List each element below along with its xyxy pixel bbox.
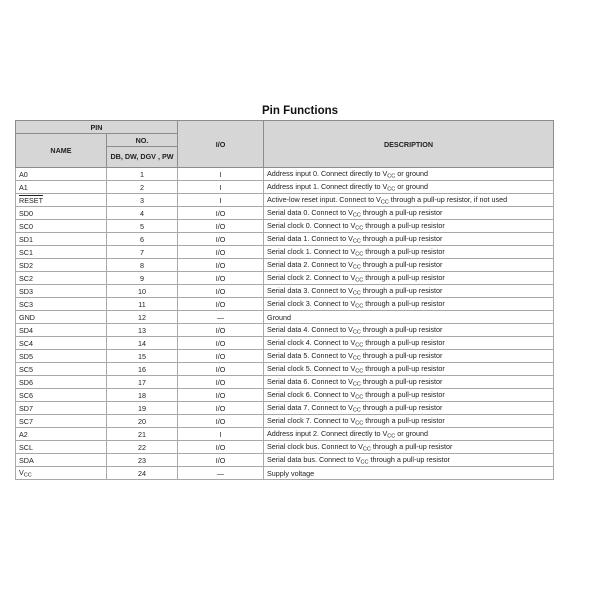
- pin-number-cell: 14: [107, 337, 178, 350]
- vcc-subscript: CC: [352, 290, 361, 297]
- pin-io-cell: I/O: [178, 337, 264, 350]
- pin-io-cell: —: [178, 311, 264, 324]
- table-row: [16, 259, 554, 272]
- description-text-tail: through a pull-up resistor: [363, 246, 445, 256]
- pin-name: SC6: [19, 390, 33, 400]
- vcc-subscript: CC: [355, 251, 364, 258]
- pin-number-cell: 15: [107, 350, 178, 363]
- pin-io-cell: I/O: [178, 402, 264, 415]
- table-row: [16, 454, 554, 467]
- description-text: Serial clock 1. Connect to V: [267, 246, 356, 256]
- description-text: Serial data bus. Connect to V: [267, 454, 361, 464]
- table-row: [16, 467, 554, 480]
- pin-name-cell: [16, 298, 107, 311]
- description-text: Active-low reset input. Connect to V: [267, 194, 381, 204]
- pin-description-cell: [264, 259, 554, 272]
- pin-name: SC3: [19, 299, 33, 309]
- vcc-subscript: CC: [355, 368, 364, 375]
- description-text-tail: through a pull-up resistor: [360, 233, 443, 243]
- pin-name: GND: [19, 312, 35, 322]
- pin-name: SC7: [19, 416, 33, 426]
- vcc-subscript: CC: [352, 212, 361, 219]
- description-text: Ground: [267, 312, 291, 322]
- description-text-tail: through a pull-up resistor: [363, 363, 445, 373]
- pin-description-cell: [264, 168, 554, 181]
- description-text-tail: through a pull-up resistor: [363, 220, 445, 230]
- pin-name-cell: [16, 194, 107, 207]
- table-row: [16, 233, 554, 246]
- pin-number-cell: 6: [107, 233, 178, 246]
- pin-io-cell: I/O: [178, 298, 264, 311]
- pin-io-cell: I/O: [178, 220, 264, 233]
- description-text: Serial data 3. Connect to V: [267, 285, 353, 295]
- pin-name: SC2: [19, 273, 33, 283]
- description-text: Serial clock 0. Connect to V: [267, 220, 356, 230]
- pin-number-cell: 18: [107, 389, 178, 402]
- table-row: [16, 363, 554, 376]
- pin-name-cell: [16, 441, 107, 454]
- pin-name-cell: [16, 415, 107, 428]
- vcc-subscript: CC: [360, 459, 369, 466]
- pin-name: SC5: [19, 364, 33, 374]
- pin-number-cell: 8: [107, 259, 178, 272]
- pin-name-cell: [16, 350, 107, 363]
- pin-io-cell: I/O: [178, 376, 264, 389]
- pin-io-cell: I/O: [178, 233, 264, 246]
- vcc-subscript: CC: [355, 303, 364, 310]
- pin-io-cell: I: [178, 181, 264, 194]
- description-text-tail: through a pull-up resistor: [370, 441, 453, 451]
- description-text: Serial clock 4. Connect to V: [267, 337, 356, 347]
- description-text-tail: through a pull-up resistor: [360, 207, 443, 217]
- pin-number-cell: 1: [107, 168, 178, 181]
- pin-io-cell: I/O: [178, 324, 264, 337]
- pin-number-cell: 3: [107, 194, 178, 207]
- description-text: Serial data 1. Connect to V: [267, 233, 353, 243]
- table-row: [16, 298, 554, 311]
- pin-number-cell: 24: [107, 467, 178, 480]
- header-description: DESCRIPTION: [264, 121, 554, 168]
- pin-name-cell: [16, 454, 107, 467]
- pin-description-cell: [264, 428, 554, 441]
- pin-number-cell: 13: [107, 324, 178, 337]
- description-text: Serial data 5. Connect to V: [267, 350, 353, 360]
- description-text: Address input 2. Connect directly to V: [267, 428, 388, 438]
- pin-name: SD4: [19, 325, 33, 335]
- pin-number-cell: 22: [107, 441, 178, 454]
- pin-description-cell: [264, 272, 554, 285]
- description-text-tail: through a pull-up resistor: [363, 337, 445, 347]
- pin-name: SD0: [19, 208, 33, 218]
- pin-io-cell: I/O: [178, 363, 264, 376]
- description-text-tail: through a pull-up resistor: [363, 298, 445, 308]
- pin-io-cell: I/O: [178, 389, 264, 402]
- pin-name: RESET: [19, 195, 43, 205]
- table-body: [16, 168, 554, 480]
- vcc-subscript: CC: [362, 446, 371, 453]
- pin-description-cell: [264, 324, 554, 337]
- vcc-subscript: CC: [355, 225, 364, 232]
- pin-number-cell: 20: [107, 415, 178, 428]
- pin-name: SC0: [19, 221, 33, 231]
- pin-description-cell: [264, 363, 554, 376]
- vcc-subscript: CC: [387, 433, 396, 440]
- description-text: Serial clock 6. Connect to V: [267, 389, 356, 399]
- pin-description-cell: [264, 285, 554, 298]
- pin-name-cell: [16, 428, 107, 441]
- vcc-subscript: CC: [387, 186, 396, 193]
- pin-io-cell: I/O: [178, 350, 264, 363]
- header-pin: PIN: [16, 121, 178, 134]
- vcc-subscript: CC: [352, 355, 361, 362]
- pin-description-cell: [264, 220, 554, 233]
- description-text-tail: through a pull-up resistor: [368, 454, 450, 464]
- pin-name-cell: [16, 389, 107, 402]
- description-text: Serial clock bus. Connect to V: [267, 441, 363, 451]
- pin-number-cell: 2: [107, 181, 178, 194]
- pin-name-cell: [16, 181, 107, 194]
- pin-name-cell: [16, 259, 107, 272]
- description-text: Supply voltage: [267, 468, 315, 478]
- page-title: Pin Functions: [261, 105, 339, 117]
- pin-name: A2: [19, 429, 28, 439]
- pin-name-cell: [16, 467, 107, 480]
- pin-name: SC4: [19, 338, 33, 348]
- pin-io-cell: I/O: [178, 272, 264, 285]
- description-text: Serial data 2. Connect to V: [267, 259, 353, 269]
- pin-number-cell: 4: [107, 207, 178, 220]
- table-row: [16, 194, 554, 207]
- description-text-tail: or ground: [395, 168, 428, 178]
- pin-number-cell: 16: [107, 363, 178, 376]
- description-text: Serial data 0. Connect to V: [267, 207, 353, 217]
- pin-description-cell: [264, 376, 554, 389]
- table-row: [16, 272, 554, 285]
- pin-number-cell: 19: [107, 402, 178, 415]
- pin-description-cell: [264, 246, 554, 259]
- table-row: [16, 402, 554, 415]
- vcc-subscript: CC: [352, 329, 361, 336]
- description-text-tail: or ground: [395, 181, 428, 191]
- pin-number-cell: 17: [107, 376, 178, 389]
- pin-io-cell: I: [178, 168, 264, 181]
- table-header: [16, 121, 554, 168]
- pin-name-cell: [16, 207, 107, 220]
- pin-name-cell: [16, 324, 107, 337]
- table-row: [16, 181, 554, 194]
- pin-name: SDA: [19, 455, 34, 465]
- table-row: [16, 389, 554, 402]
- description-text: Serial clock 3. Connect to V: [267, 298, 356, 308]
- pin-number-cell: 11: [107, 298, 178, 311]
- pin-name-subscript: CC: [23, 472, 32, 479]
- pin-name: SCL: [19, 442, 33, 452]
- pin-io-cell: I: [178, 428, 264, 441]
- pin-io-cell: I/O: [178, 415, 264, 428]
- pin-description-cell: [264, 181, 554, 194]
- pin-name: SD6: [19, 377, 33, 387]
- description-text-tail: through a pull-up resistor: [363, 389, 445, 399]
- description-text: Serial clock 7. Connect to V: [267, 415, 356, 425]
- pin-name: SD1: [19, 234, 33, 244]
- header-no: NO.: [107, 134, 178, 147]
- pin-description-cell: [264, 402, 554, 415]
- pin-name-cell: [16, 376, 107, 389]
- header-io: I/O: [178, 121, 264, 168]
- pin-description-cell: [264, 337, 554, 350]
- pin-name: V: [19, 467, 24, 477]
- pin-name: SD2: [19, 260, 33, 270]
- pin-name-cell: [16, 272, 107, 285]
- description-text: Address input 0. Connect directly to V: [267, 168, 388, 178]
- vcc-subscript: CC: [352, 264, 361, 271]
- pin-description-cell: [264, 233, 554, 246]
- vcc-subscript: CC: [355, 394, 364, 401]
- pin-description-cell: [264, 415, 554, 428]
- description-text-tail: through a pull-up resistor: [360, 402, 443, 412]
- table-row: [16, 324, 554, 337]
- pin-number-cell: 10: [107, 285, 178, 298]
- description-text-tail: through a pull-up resistor, if not used: [388, 194, 508, 204]
- pin-name-cell: [16, 246, 107, 259]
- pin-name-cell: [16, 220, 107, 233]
- pin-name: A1: [19, 182, 28, 192]
- table-row: [16, 168, 554, 181]
- pin-name-cell: [16, 363, 107, 376]
- vcc-subscript: CC: [355, 420, 364, 427]
- table-row: [16, 376, 554, 389]
- description-text-tail: through a pull-up resistor: [363, 415, 445, 425]
- description-text: Serial clock 5. Connect to V: [267, 363, 356, 373]
- pin-number-cell: 7: [107, 246, 178, 259]
- pin-io-cell: I/O: [178, 259, 264, 272]
- pin-functions-table: [15, 120, 554, 480]
- pin-description-cell: [264, 311, 554, 324]
- pin-name: A0: [19, 169, 28, 179]
- table-row: [16, 428, 554, 441]
- vcc-subscript: CC: [355, 277, 364, 284]
- pin-io-cell: I/O: [178, 207, 264, 220]
- table-row: [16, 337, 554, 350]
- description-text-tail: through a pull-up resistor: [363, 272, 445, 282]
- header-packages: DB, DW, DGV , PW: [107, 147, 178, 168]
- pin-number-cell: 21: [107, 428, 178, 441]
- vcc-subscript: CC: [352, 238, 361, 245]
- pin-number-cell: 9: [107, 272, 178, 285]
- pin-description-cell: [264, 298, 554, 311]
- description-text: Serial data 4. Connect to V: [267, 324, 353, 334]
- pin-number-cell: 12: [107, 311, 178, 324]
- pin-description-cell: [264, 207, 554, 220]
- table-row: [16, 285, 554, 298]
- pin-name-cell: [16, 168, 107, 181]
- description-text: Address input 1. Connect directly to V: [267, 181, 388, 191]
- table-row: [16, 220, 554, 233]
- pin-description-cell: [264, 350, 554, 363]
- vcc-subscript: CC: [380, 199, 389, 206]
- pin-description-cell: [264, 194, 554, 207]
- pin-description-cell: [264, 467, 554, 480]
- table-row: [16, 311, 554, 324]
- table-row: [16, 415, 554, 428]
- table-row: [16, 246, 554, 259]
- description-text: Serial clock 2. Connect to V: [267, 272, 356, 282]
- pin-description-cell: [264, 389, 554, 402]
- pin-io-cell: I/O: [178, 246, 264, 259]
- pin-name-cell: [16, 311, 107, 324]
- pin-description-cell: [264, 441, 554, 454]
- table-row: [16, 207, 554, 220]
- pin-name: SD3: [19, 286, 33, 296]
- header-name: NAME: [16, 134, 107, 168]
- description-text-tail: through a pull-up resistor: [360, 259, 443, 269]
- description-text: Serial data 6. Connect to V: [267, 376, 353, 386]
- pin-name-cell: [16, 233, 107, 246]
- table-row: [16, 441, 554, 454]
- pin-io-cell: —: [178, 467, 264, 480]
- pin-io-cell: I/O: [178, 441, 264, 454]
- pin-io-cell: I/O: [178, 285, 264, 298]
- pin-name: SD7: [19, 403, 33, 413]
- pin-description-cell: [264, 454, 554, 467]
- description-text-tail: through a pull-up resistor: [360, 350, 443, 360]
- description-text-tail: or ground: [395, 428, 428, 438]
- table-row: [16, 350, 554, 363]
- description-text-tail: through a pull-up resistor: [360, 376, 443, 386]
- description-text-tail: through a pull-up resistor: [360, 285, 443, 295]
- vcc-subscript: CC: [352, 407, 361, 414]
- pin-io-cell: I/O: [178, 454, 264, 467]
- vcc-subscript: CC: [352, 381, 361, 388]
- pin-name-cell: [16, 402, 107, 415]
- vcc-subscript: CC: [355, 342, 364, 349]
- pin-number-cell: 5: [107, 220, 178, 233]
- pin-name: SC1: [19, 247, 33, 257]
- vcc-subscript: CC: [387, 173, 396, 180]
- pin-io-cell: I: [178, 194, 264, 207]
- description-text: Serial data 7. Connect to V: [267, 402, 353, 412]
- description-text-tail: through a pull-up resistor: [360, 324, 443, 334]
- pin-number-cell: 23: [107, 454, 178, 467]
- pin-name-cell: [16, 285, 107, 298]
- pin-name-cell: [16, 337, 107, 350]
- pin-name: SD5: [19, 351, 33, 361]
